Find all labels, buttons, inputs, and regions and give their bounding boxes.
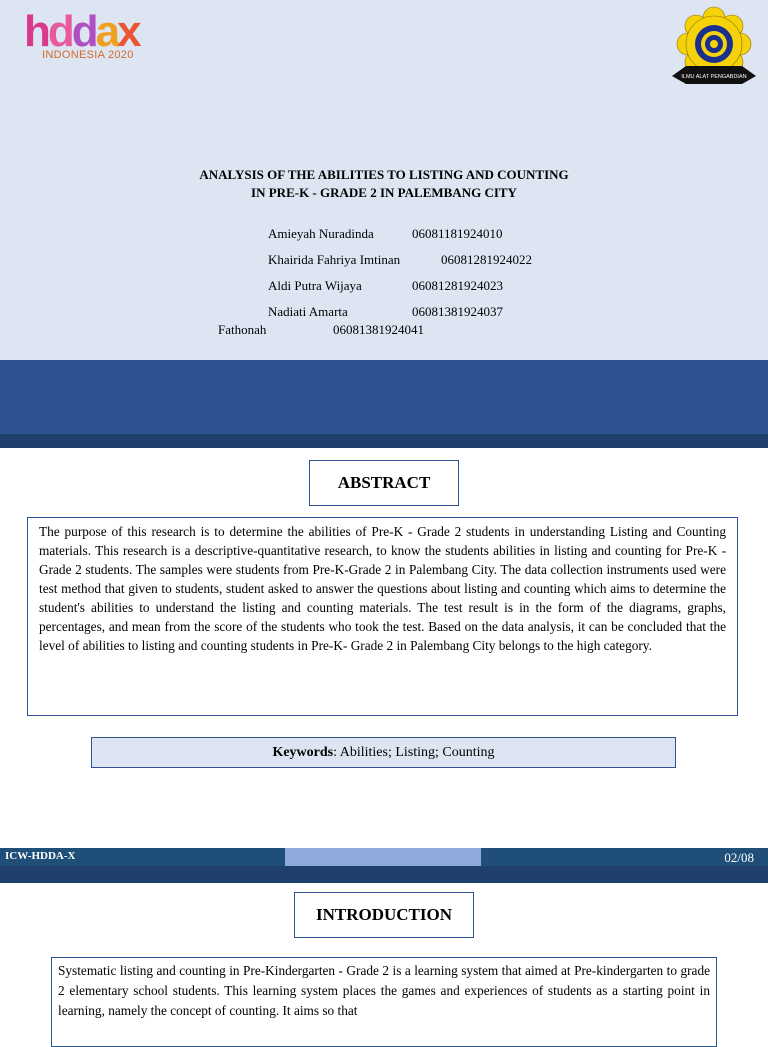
author-id: 06081281924023 (412, 278, 503, 293)
footer-accent-block (285, 848, 481, 866)
author-name: Amieyah Nuradinda (268, 226, 374, 241)
author-id: 06081181924010 (412, 226, 503, 241)
introduction-text: Systematic listing and counting in Pre-Kindergarten - Grade 2 is a learning system that aimed at Pre-kindergarten to grade 2 elementary school students. This learning system places the games and experiences of students as a starting point in learning, namely the concept of counting. It aims so that (51, 957, 717, 1047)
logo-letter: x (117, 7, 139, 56)
author-id: 06081381924041 (333, 322, 424, 337)
logo-letter: d (71, 7, 96, 56)
author-name: Fathonah (218, 322, 267, 337)
title-line-2: IN PRE-K - GRADE 2 IN PALEMBANG CITY (251, 185, 517, 200)
title-section (0, 0, 768, 360)
conference-label: ICW-HDDA-X (5, 850, 76, 862)
page-number: 02/08 (724, 850, 754, 865)
author-id: 06081381924037 (412, 304, 503, 319)
dark-divider-strip (0, 434, 768, 448)
seal-ribbon-text: ILMU ALAT PENGABDIAN (681, 74, 747, 80)
logo-subtitle: INDONESIA 2020 (42, 49, 134, 61)
introduction-heading: INTRODUCTION (294, 892, 474, 938)
hddax-logo (24, 7, 164, 66)
logo-letter: h (24, 7, 48, 56)
logo-letter: d (47, 7, 72, 56)
footer-dark-strip (0, 866, 768, 883)
blue-divider-band (0, 360, 768, 434)
keywords-text: : Abilities; Listing; Counting (333, 745, 495, 760)
title-line-1: ANALYSIS OF THE ABILITIES TO LISTING AND COUNTING (199, 167, 569, 182)
university-seal-icon (668, 4, 758, 88)
keywords-box (91, 737, 676, 768)
author-name: Khairida Fahriya Imtinan (268, 252, 401, 267)
abstract-text: The purpose of this research is to determine the abilities of Pre-K - Grade 2 students in understanding Listing and Counting materials. This research is a descriptive-quantitative research, to know the students abilities in listing and counting for Pre-K - Grade 2 students. The samples were students from Pre-K-Grade 2 in Palembang City. The data collection instruments used were test method that given to students, student asked to answer the questions about listing and counting which aims to determine the student's abilities to understand the listing and counting materials. The test result is in the form of the diagrams, graphs, percentages, and mean from the score of the students who took the test. Based on the data analysis, it can be concluded that the level of abilities to listing and counting students in Pre-K- Grade 2 in Palembang City belongs to the high category. (27, 517, 738, 716)
paper-title (0, 166, 768, 202)
author-name: Nadiati Amarta (268, 304, 348, 319)
abstract-heading: ABSTRACT (309, 460, 459, 506)
author-id: 06081281924022 (441, 252, 532, 267)
author-name: Aldi Putra Wijaya (268, 278, 362, 293)
keywords-label: Keywords (272, 745, 334, 760)
logo-letter: a (95, 7, 118, 56)
